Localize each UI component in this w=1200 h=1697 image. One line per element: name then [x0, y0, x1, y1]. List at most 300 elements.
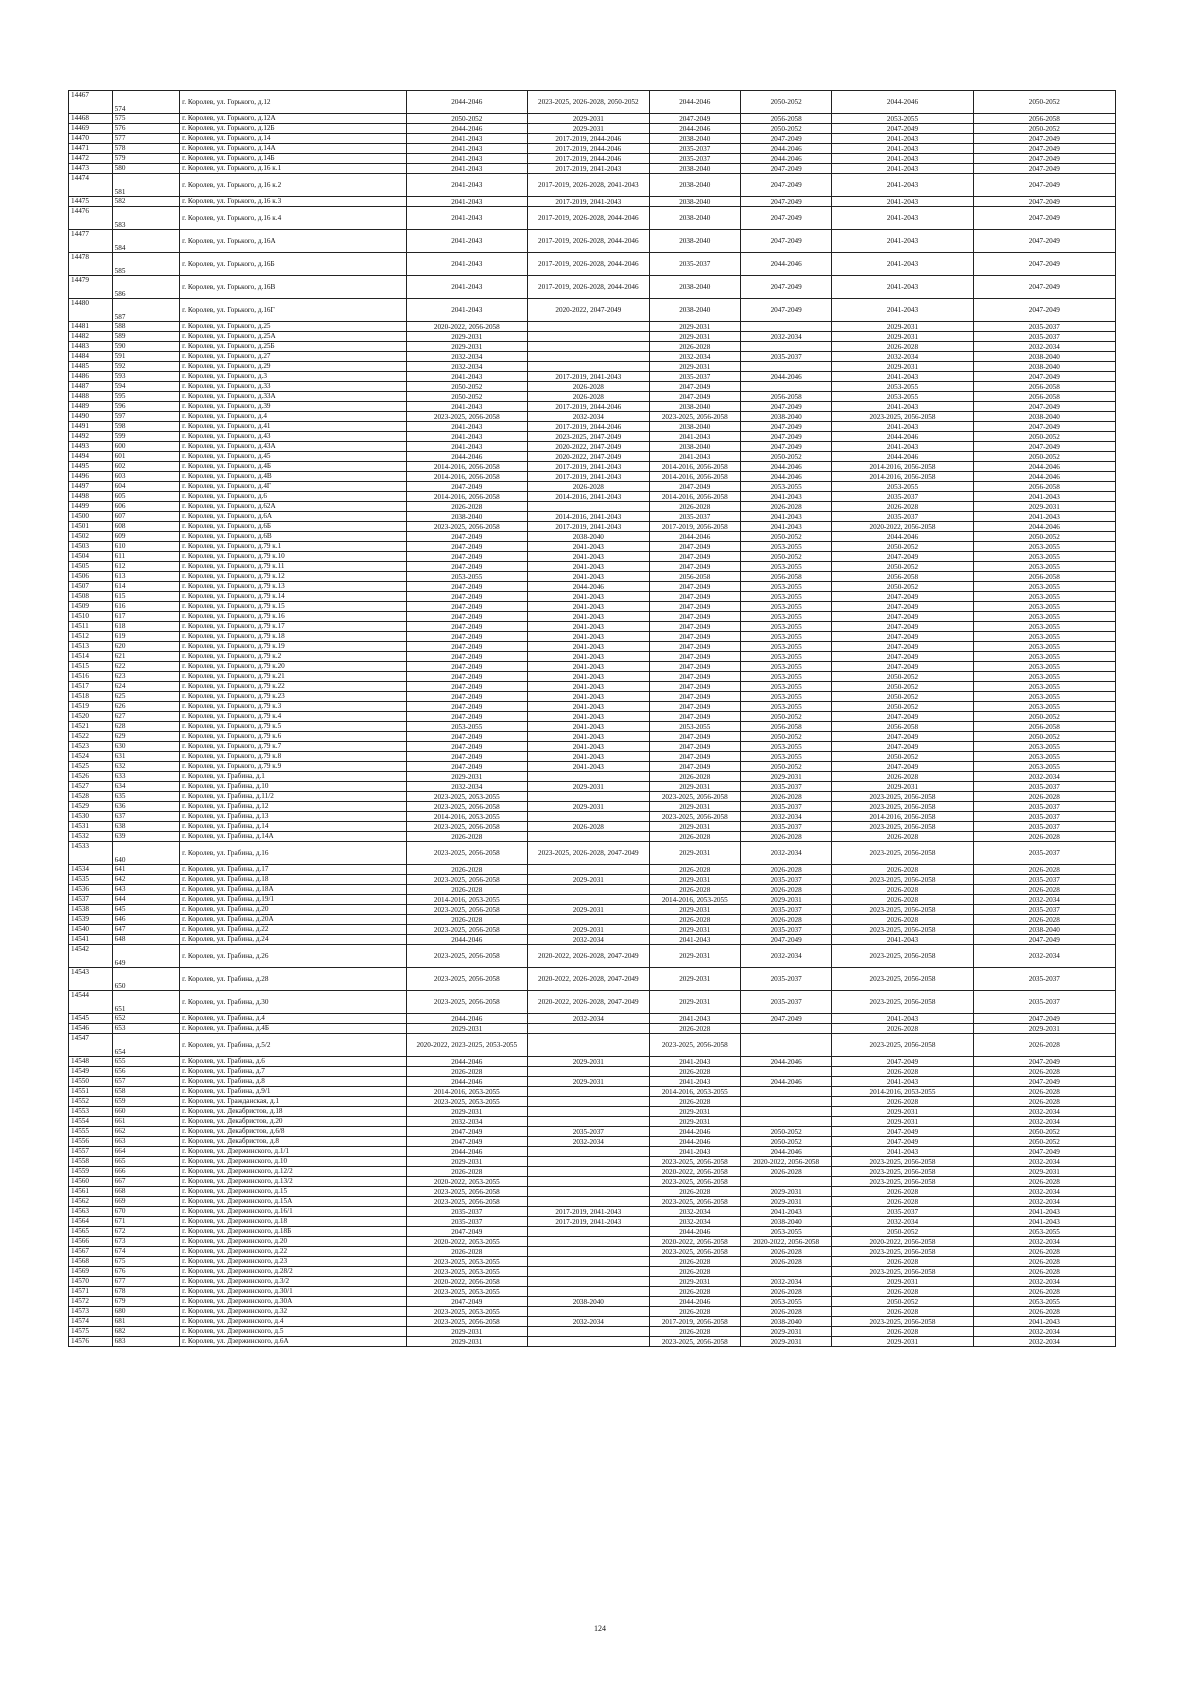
- period-cell-2: 2029-2031: [528, 114, 650, 124]
- period-cell-3: 2044-2046: [649, 532, 740, 542]
- row-id-cell: 14517: [69, 682, 113, 692]
- row-id-cell: 14568: [69, 1257, 113, 1267]
- table-row: [69, 1117, 1116, 1127]
- period-cell-5: 2029-2031: [832, 1117, 973, 1127]
- period-cell-2: 2041-2043: [528, 652, 650, 662]
- table-row: [69, 1267, 1116, 1277]
- address-cell: г. Королев, ул. Горького, д.4Г: [180, 482, 406, 492]
- period-cell-6: 2035-2037: [973, 905, 1115, 915]
- period-cell-4: 2026-2028: [740, 1307, 831, 1317]
- table-row: [69, 722, 1116, 732]
- table-row: [69, 114, 1116, 124]
- row-id-cell: 14548: [69, 1057, 113, 1067]
- period-cell-4: 2053-2055: [740, 642, 831, 652]
- period-cell-4: 2047-2049: [740, 174, 831, 197]
- row-number-cell: 652: [112, 1014, 180, 1024]
- period-cell-5: 2026-2028: [832, 1187, 973, 1197]
- period-cell-2: 2041-2043: [528, 572, 650, 582]
- row-number-cell: 645: [112, 905, 180, 915]
- address-cell: г. Королев, ул. Горького, д.6: [180, 492, 406, 502]
- row-id-cell: 14499: [69, 502, 113, 512]
- period-cell-1: 2050-2052: [406, 382, 528, 392]
- period-cell-5: 2041-2043: [832, 299, 973, 322]
- period-cell-6: 2026-2028: [973, 1287, 1115, 1297]
- period-cell-2: 2014-2016, 2041-2043: [528, 512, 650, 522]
- period-cell-6: 2047-2049: [973, 207, 1115, 230]
- table-row: [69, 1177, 1116, 1187]
- table-row: [69, 91, 1116, 114]
- period-cell-4: 2047-2049: [740, 402, 831, 412]
- table-row: [69, 472, 1116, 482]
- period-cell-4: 2047-2049: [740, 935, 831, 945]
- period-cell-6: 2053-2055: [973, 1297, 1115, 1307]
- period-cell-1: 2053-2055: [406, 722, 528, 732]
- row-number-cell: 584: [112, 230, 180, 253]
- row-id-cell: 14506: [69, 572, 113, 582]
- period-cell-4: 2053-2055: [740, 1227, 831, 1237]
- period-cell-6: 2050-2052: [973, 712, 1115, 722]
- period-cell-4: 2026-2028: [740, 1257, 831, 1267]
- period-cell-6: 2053-2055: [973, 662, 1115, 672]
- period-cell-5: 2023-2025, 2056-2058: [832, 945, 973, 968]
- row-number-cell: 599: [112, 432, 180, 442]
- address-cell: г. Королев, ул. Горького, д.25: [180, 322, 406, 332]
- table-row: [69, 512, 1116, 522]
- row-number-cell: 628: [112, 722, 180, 732]
- address-cell: г. Королев, ул. Горького, д.33: [180, 382, 406, 392]
- row-number-cell: 579: [112, 154, 180, 164]
- period-cell-6: 2047-2049: [973, 164, 1115, 174]
- table-row: [69, 362, 1116, 372]
- period-cell-5: 2050-2052: [832, 692, 973, 702]
- period-cell-2: 2017-2019, 2044-2046: [528, 154, 650, 164]
- row-id-cell: 14538: [69, 905, 113, 915]
- period-cell-4: 2053-2055: [740, 542, 831, 552]
- address-cell: г. Королев, ул. Горького, д.6А: [180, 512, 406, 522]
- period-cell-3: 2047-2049: [649, 662, 740, 672]
- period-cell-1: 2044-2046: [406, 1077, 528, 1087]
- period-cell-3: 2038-2040: [649, 134, 740, 144]
- period-cell-4: [740, 382, 831, 392]
- row-id-cell: 14489: [69, 402, 113, 412]
- period-cell-5: 2047-2049: [832, 602, 973, 612]
- period-cell-5: 2044-2046: [832, 452, 973, 462]
- address-cell: г. Королев, ул. Горького, д.27: [180, 352, 406, 362]
- period-cell-4: 2047-2049: [740, 134, 831, 144]
- period-cell-6: 2038-2040: [973, 412, 1115, 422]
- period-cell-3: 2041-2043: [649, 1014, 740, 1024]
- period-cell-5: 2026-2028: [832, 885, 973, 895]
- period-cell-1: 2047-2049: [406, 682, 528, 692]
- period-cell-6: 2047-2049: [973, 442, 1115, 452]
- address-cell: г. Королев, ул. Горького, д.25Б: [180, 342, 406, 352]
- period-cell-3: 2041-2043: [649, 1077, 740, 1087]
- row-id-cell: 14488: [69, 392, 113, 402]
- row-number-cell: 601: [112, 452, 180, 462]
- table-row: [69, 622, 1116, 632]
- period-cell-6: 2038-2040: [973, 352, 1115, 362]
- period-cell-3: 2029-2031: [649, 822, 740, 832]
- period-cell-3: 2047-2049: [649, 114, 740, 124]
- row-id-cell: 14516: [69, 672, 113, 682]
- table-row: [69, 542, 1116, 552]
- row-number-cell: 653: [112, 1024, 180, 1034]
- period-cell-6: 2047-2049: [973, 1057, 1115, 1067]
- row-number-cell: 587: [112, 299, 180, 322]
- period-cell-4: 2026-2028: [740, 865, 831, 875]
- period-cell-1: 2041-2043: [406, 372, 528, 382]
- row-number-cell: 592: [112, 362, 180, 372]
- period-cell-5: 2041-2043: [832, 154, 973, 164]
- period-cell-2: 2017-2019, 2044-2046: [528, 134, 650, 144]
- period-cell-4: 2041-2043: [740, 512, 831, 522]
- period-cell-5: 2035-2037: [832, 512, 973, 522]
- period-cell-6: 2035-2037: [973, 842, 1115, 865]
- row-number-cell: 589: [112, 332, 180, 342]
- period-cell-2: 2023-2025, 2047-2049: [528, 432, 650, 442]
- period-cell-6: 2056-2058: [973, 572, 1115, 582]
- address-cell: г. Королев, ул. Грабина, д.6: [180, 1057, 406, 1067]
- table-row: [69, 230, 1116, 253]
- period-cell-5: 2020-2022, 2056-2058: [832, 1237, 973, 1247]
- period-cell-5: 2041-2043: [832, 1014, 973, 1024]
- row-id-cell: 14537: [69, 895, 113, 905]
- period-cell-5: 2014-2016, 2056-2058: [832, 462, 973, 472]
- period-cell-1: 2014-2016, 2053-2055: [406, 895, 528, 905]
- period-cell-2: 2041-2043: [528, 752, 650, 762]
- period-cell-2: 2020-2022, 2047-2049: [528, 299, 650, 322]
- period-cell-6: 2029-2031: [973, 1024, 1115, 1034]
- period-cell-4: 2047-2049: [740, 276, 831, 299]
- row-number-cell: 677: [112, 1277, 180, 1287]
- row-id-cell: 14507: [69, 582, 113, 592]
- period-cell-2: 2041-2043: [528, 542, 650, 552]
- period-cell-4: [740, 1267, 831, 1277]
- period-cell-5: 2029-2031: [832, 332, 973, 342]
- row-number-cell: 637: [112, 812, 180, 822]
- period-cell-3: 2047-2049: [649, 712, 740, 722]
- period-cell-6: 2050-2052: [973, 91, 1115, 114]
- address-cell: г. Королев, ул. Грабина, д.12: [180, 802, 406, 812]
- period-cell-6: 2026-2028: [973, 885, 1115, 895]
- period-cell-3: 2026-2028: [649, 342, 740, 352]
- row-id-cell: 14532: [69, 832, 113, 842]
- period-cell-5: 2041-2043: [832, 197, 973, 207]
- period-cell-4: 2026-2028: [740, 1247, 831, 1257]
- address-cell: г. Королев, ул. Горького, д.16 к.1: [180, 164, 406, 174]
- period-cell-1: 2053-2055: [406, 572, 528, 582]
- table-row: [69, 1157, 1116, 1167]
- row-number-cell: 581: [112, 174, 180, 197]
- period-cell-2: [528, 772, 650, 782]
- row-id-cell: 14530: [69, 812, 113, 822]
- period-cell-3: 2041-2043: [649, 1147, 740, 1157]
- period-cell-1: 2047-2049: [406, 742, 528, 752]
- period-cell-3: 2029-2031: [649, 332, 740, 342]
- period-cell-1: 2023-2025, 2056-2058: [406, 991, 528, 1014]
- table-row: [69, 402, 1116, 412]
- period-cell-5: 2041-2043: [832, 442, 973, 452]
- period-cell-2: [528, 1227, 650, 1237]
- period-cell-1: 2047-2049: [406, 762, 528, 772]
- row-number-cell: 597: [112, 412, 180, 422]
- row-number-cell: 580: [112, 164, 180, 174]
- row-number-cell: 676: [112, 1267, 180, 1277]
- row-id-cell: 14469: [69, 124, 113, 134]
- period-cell-1: 2044-2046: [406, 124, 528, 134]
- address-cell: г. Королев, ул. Дзержинского, д.16/1: [180, 1207, 406, 1217]
- address-cell: г. Королев, ул. Грабина, д.4: [180, 1014, 406, 1024]
- row-id-cell: 14575: [69, 1327, 113, 1337]
- address-cell: г. Королев, ул. Дзержинского, д.12/2: [180, 1167, 406, 1177]
- row-id-cell: 14560: [69, 1177, 113, 1187]
- period-cell-4: 2026-2028: [740, 1287, 831, 1297]
- row-number-cell: 634: [112, 782, 180, 792]
- period-cell-6: 2032-2034: [973, 1157, 1115, 1167]
- table-row: [69, 832, 1116, 842]
- period-cell-2: 2029-2031: [528, 1057, 650, 1067]
- period-cell-4: 2053-2055: [740, 592, 831, 602]
- address-cell: г. Королев, ул. Горького, д.62А: [180, 502, 406, 512]
- period-cell-6: 2053-2055: [973, 612, 1115, 622]
- table-row: [69, 144, 1116, 154]
- row-id-cell: 14558: [69, 1157, 113, 1167]
- table-row: [69, 802, 1116, 812]
- period-cell-2: [528, 812, 650, 822]
- period-cell-5: 2041-2043: [832, 372, 973, 382]
- period-cell-2: 2017-2019, 2026-2028, 2044-2046: [528, 230, 650, 253]
- period-cell-4: 2044-2046: [740, 1147, 831, 1157]
- period-cell-3: 2029-2031: [649, 968, 740, 991]
- row-number-cell: 639: [112, 832, 180, 842]
- period-cell-1: 2023-2025, 2056-2058: [406, 905, 528, 915]
- row-id-cell: 14556: [69, 1137, 113, 1147]
- row-number-cell: 616: [112, 602, 180, 612]
- period-cell-2: [528, 895, 650, 905]
- period-cell-6: 2056-2058: [973, 392, 1115, 402]
- period-cell-5: 2044-2046: [832, 432, 973, 442]
- period-cell-6: 2053-2055: [973, 622, 1115, 632]
- address-cell: г. Королев, ул. Горького, д.16 к.2: [180, 174, 406, 197]
- period-cell-5: 2047-2049: [832, 592, 973, 602]
- period-cell-1: 2023-2025, 2053-2055: [406, 1267, 528, 1277]
- row-number-cell: 662: [112, 1127, 180, 1137]
- period-cell-4: [740, 1117, 831, 1127]
- row-number-cell: 611: [112, 552, 180, 562]
- period-cell-6: 2047-2049: [973, 372, 1115, 382]
- row-id-cell: 14475: [69, 197, 113, 207]
- period-cell-3: 2047-2049: [649, 592, 740, 602]
- period-cell-6: 2032-2034: [973, 1197, 1115, 1207]
- period-cell-5: 2041-2043: [832, 276, 973, 299]
- period-cell-2: [528, 792, 650, 802]
- schedule-table-container: [68, 90, 1116, 1347]
- table-row: [69, 692, 1116, 702]
- row-id-cell: 14476: [69, 207, 113, 230]
- period-cell-2: 2041-2043: [528, 552, 650, 562]
- period-cell-2: 2041-2043: [528, 662, 650, 672]
- period-cell-2: [528, 1147, 650, 1157]
- row-id-cell: 14535: [69, 875, 113, 885]
- row-id-cell: 14482: [69, 332, 113, 342]
- period-cell-3: 2026-2028: [649, 1187, 740, 1197]
- address-cell: г. Королев, ул. Горького, д.79 к.20: [180, 662, 406, 672]
- row-id-cell: 14555: [69, 1127, 113, 1137]
- period-cell-3: 2047-2049: [649, 392, 740, 402]
- period-cell-5: 2023-2025, 2056-2058: [832, 1247, 973, 1257]
- row-id-cell: 14566: [69, 1237, 113, 1247]
- period-cell-4: [740, 1034, 831, 1057]
- table-row: [69, 134, 1116, 144]
- table-row: [69, 712, 1116, 722]
- period-cell-3: 2029-2031: [649, 875, 740, 885]
- row-number-cell: 683: [112, 1337, 180, 1347]
- period-cell-3: 2044-2046: [649, 1297, 740, 1307]
- address-cell: г. Королев, ул. Декабристов, д.18: [180, 1107, 406, 1117]
- table-row: [69, 875, 1116, 885]
- address-cell: г. Королев, ул. Грабина, д.20: [180, 905, 406, 915]
- period-cell-2: [528, 1337, 650, 1347]
- row-number-cell: 594: [112, 382, 180, 392]
- table-row: [69, 253, 1116, 276]
- period-cell-5: 2041-2043: [832, 422, 973, 432]
- period-cell-1: 2047-2049: [406, 542, 528, 552]
- table-row: [69, 462, 1116, 472]
- schedule-table-body: [69, 91, 1116, 1347]
- period-cell-2: 2029-2031: [528, 875, 650, 885]
- address-cell: г. Королев, ул. Дзержинского, д.23: [180, 1257, 406, 1267]
- period-cell-1: 2026-2028: [406, 865, 528, 875]
- period-cell-2: 2023-2025, 2026-2028, 2050-2052: [528, 91, 650, 114]
- table-row: [69, 1277, 1116, 1287]
- period-cell-2: [528, 1024, 650, 1034]
- table-row: [69, 672, 1116, 682]
- period-cell-3: 2023-2025, 2056-2058: [649, 1157, 740, 1167]
- period-cell-1: 2041-2043: [406, 432, 528, 442]
- period-cell-4: [740, 1107, 831, 1117]
- period-cell-6: 2053-2055: [973, 542, 1115, 552]
- period-cell-4: 2020-2022, 2056-2058: [740, 1237, 831, 1247]
- period-cell-4: 2044-2046: [740, 1057, 831, 1067]
- period-cell-2: [528, 1237, 650, 1247]
- table-row: [69, 154, 1116, 164]
- table-row: [69, 432, 1116, 442]
- period-cell-5: 2029-2031: [832, 362, 973, 372]
- address-cell: г. Королев, ул. Горького, д.79 к.8: [180, 752, 406, 762]
- period-cell-6: 2047-2049: [973, 197, 1115, 207]
- period-cell-2: 2017-2019, 2041-2043: [528, 472, 650, 482]
- period-cell-5: 2050-2052: [832, 542, 973, 552]
- period-cell-5: 2023-2025, 2056-2058: [832, 1034, 973, 1057]
- period-cell-1: 2026-2028: [406, 885, 528, 895]
- period-cell-6: 2053-2055: [973, 1227, 1115, 1237]
- row-number-cell: 667: [112, 1177, 180, 1187]
- period-cell-2: 2017-2019, 2026-2028, 2044-2046: [528, 253, 650, 276]
- period-cell-3: 2017-2019, 2056-2058: [649, 1317, 740, 1327]
- period-cell-6: 2047-2049: [973, 276, 1115, 299]
- period-cell-1: 2023-2025, 2056-2058: [406, 1317, 528, 1327]
- period-cell-3: 2029-2031: [649, 362, 740, 372]
- period-cell-6: 2044-2046: [973, 472, 1115, 482]
- row-id-cell: 14553: [69, 1107, 113, 1117]
- period-cell-1: 2020-2022, 2056-2058: [406, 322, 528, 332]
- address-cell: г. Королев, ул. Горького, д.79 к.10: [180, 552, 406, 562]
- period-cell-4: 2041-2043: [740, 492, 831, 502]
- period-cell-3: 2047-2049: [649, 582, 740, 592]
- row-id-cell: 14487: [69, 382, 113, 392]
- period-cell-1: 2029-2031: [406, 1157, 528, 1167]
- row-number-cell: 642: [112, 875, 180, 885]
- period-cell-3: 2047-2049: [649, 752, 740, 762]
- period-cell-6: 2050-2052: [973, 732, 1115, 742]
- row-id-cell: 14502: [69, 532, 113, 542]
- period-cell-2: 2017-2019, 2041-2043: [528, 164, 650, 174]
- period-cell-2: 2029-2031: [528, 1077, 650, 1087]
- row-number-cell: 602: [112, 462, 180, 472]
- period-cell-1: 2047-2049: [406, 1227, 528, 1237]
- table-row: [69, 1014, 1116, 1024]
- address-cell: г. Королев, ул. Грабина, д.13: [180, 812, 406, 822]
- address-cell: г. Королев, ул. Горького, д.6Б: [180, 522, 406, 532]
- period-cell-4: 2050-2052: [740, 732, 831, 742]
- row-id-cell: 14546: [69, 1024, 113, 1034]
- period-cell-3: 2023-2025, 2056-2058: [649, 1034, 740, 1057]
- period-cell-5: 2041-2043: [832, 144, 973, 154]
- period-cell-2: 2017-2019, 2041-2043: [528, 1207, 650, 1217]
- period-cell-5: 2026-2028: [832, 1067, 973, 1077]
- period-cell-2: 2041-2043: [528, 762, 650, 772]
- table-row: [69, 642, 1116, 652]
- row-number-cell: 631: [112, 752, 180, 762]
- row-number-cell: 665: [112, 1157, 180, 1167]
- period-cell-3: 2014-2016, 2056-2058: [649, 462, 740, 472]
- period-cell-3: 2029-2031: [649, 1277, 740, 1287]
- period-cell-4: 2047-2049: [740, 299, 831, 322]
- period-cell-5: 2047-2049: [832, 1057, 973, 1067]
- period-cell-4: 2038-2040: [740, 1217, 831, 1227]
- period-cell-1: 2020-2022, 2053-2055: [406, 1237, 528, 1247]
- period-cell-1: 2029-2031: [406, 332, 528, 342]
- period-cell-3: 2032-2034: [649, 1207, 740, 1217]
- row-number-cell: 610: [112, 542, 180, 552]
- period-cell-6: 2053-2055: [973, 582, 1115, 592]
- row-number-cell: 659: [112, 1097, 180, 1107]
- address-cell: г. Королев, ул. Горького, д.14А: [180, 144, 406, 154]
- table-row: [69, 632, 1116, 642]
- period-cell-2: 2023-2025, 2026-2028, 2047-2049: [528, 842, 650, 865]
- table-row: [69, 1147, 1116, 1157]
- row-id-cell: 14561: [69, 1187, 113, 1197]
- row-number-cell: 615: [112, 592, 180, 602]
- period-cell-2: 2029-2031: [528, 802, 650, 812]
- row-number-cell: 671: [112, 1217, 180, 1227]
- row-number-cell: 596: [112, 402, 180, 412]
- period-cell-6: 2026-2028: [973, 792, 1115, 802]
- table-row: [69, 582, 1116, 592]
- period-cell-6: 2032-2034: [973, 1327, 1115, 1337]
- period-cell-4: 2056-2058: [740, 114, 831, 124]
- table-row: [69, 322, 1116, 332]
- period-cell-3: 2029-2031: [649, 1117, 740, 1127]
- period-cell-3: 2035-2037: [649, 144, 740, 154]
- table-row: [69, 552, 1116, 562]
- row-id-cell: 14567: [69, 1247, 113, 1257]
- period-cell-5: 2023-2025, 2056-2058: [832, 822, 973, 832]
- row-id-cell: 14474: [69, 174, 113, 197]
- period-cell-3: 2047-2049: [649, 672, 740, 682]
- period-cell-5: 2035-2037: [832, 492, 973, 502]
- address-cell: г. Королев, ул. Дзержинского, д.15: [180, 1187, 406, 1197]
